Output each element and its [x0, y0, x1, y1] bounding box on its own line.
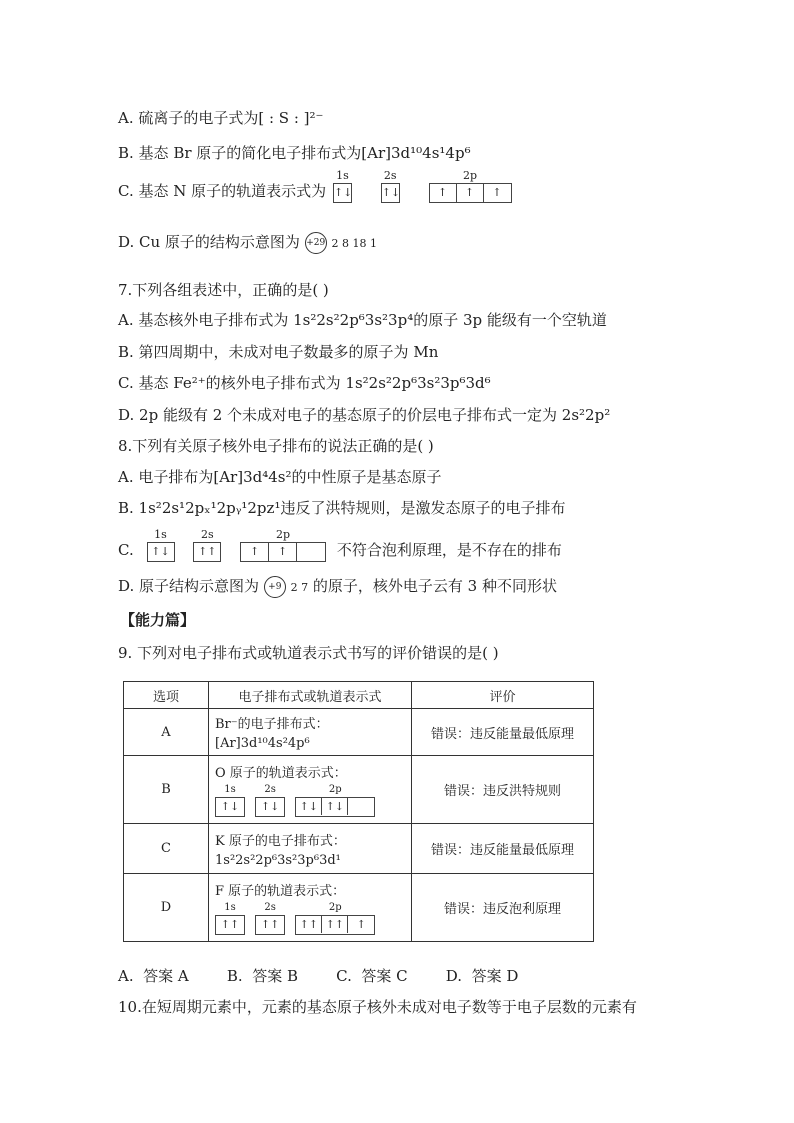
table-header: 评价	[412, 682, 594, 709]
q8-option-d	[118, 576, 557, 598]
orbital-label: 2p	[276, 528, 291, 541]
q8-option-d-text: D. 原子结构示意图为	[118, 577, 260, 595]
q10-stem: 10.在短周期元素中，元素的基态原子核外未成对电子数等于电子层数的元素有	[118, 998, 637, 1016]
q8-option-c-prefix: C.	[118, 541, 134, 559]
electron-shells: 2 8 18 1	[331, 237, 377, 250]
table-header: 选项	[124, 682, 209, 709]
desc-cell	[209, 824, 412, 874]
table-header-row	[124, 682, 594, 709]
q6-option-d	[118, 232, 377, 254]
orbital-label: 1s	[336, 169, 349, 182]
orbital-label: 2p	[328, 784, 342, 795]
q8-option-b: B. 1s²2s¹2pₓ¹2pᵧ¹2pz¹违反了洪特规则，是激发态原子的电子排布	[118, 499, 566, 517]
section-heading: 【能力篇】	[120, 611, 196, 629]
atom-nucleus-icon: +9	[264, 576, 286, 598]
orbital-2s: 2s ↑↑	[193, 540, 221, 562]
orbital-label: 1s	[154, 528, 167, 541]
q8-option-c-suffix: 不符合泡利原理，是不存在的排布	[336, 541, 562, 559]
orbital-2p: 2p ↑ ↑ ↑	[429, 181, 512, 203]
orbital-diagram	[215, 902, 405, 935]
table-row	[124, 756, 594, 824]
q9-stem: 9. 下列对电子排布式或轨道表示式书写的评价错误的是( )	[118, 644, 499, 662]
table-row	[124, 709, 594, 756]
q8-option-d-suffix: 的原子，核外电子云有 3 种不同形状	[312, 577, 557, 595]
q6-option-c	[118, 169, 518, 203]
orbital-label: 2p	[462, 169, 478, 182]
q7-option-d: D. 2p 能级有 2 个未成对电子的基态原子的价层电子排布式一定为 2s²2p²	[118, 406, 611, 424]
q9-choices: A. 答案 A B. 答案 B C. 答案 C D. 答案 D	[118, 967, 519, 985]
orbital-2p: 2p ↑↑ ↑↑ ↑	[295, 915, 375, 935]
orbital-1s: 1s ↑↓	[333, 181, 352, 203]
answer-table	[123, 681, 594, 942]
eval-cell: 错误：违反泡利原理	[412, 874, 594, 942]
eval-cell: 错误：违反洪特规则	[412, 756, 594, 824]
orbital-label: 2s	[264, 902, 276, 913]
orbital-1s: 1s ↑↓	[215, 797, 245, 817]
q6-option-b: B. 基态 Br 原子的简化电子排布式为[Ar]3d¹⁰4s¹4p⁶	[118, 144, 471, 162]
q7-option-a: A. 基态核外电子排布式为 1s²2s²2p⁶3s²3p⁴的原子 3p 能级有一个空轨道	[118, 311, 607, 329]
orbital-label: 2s	[264, 784, 276, 795]
desc-line: Br⁻的电子排布式：	[215, 717, 329, 732]
orbital-2p: 2p ↑ ↑	[240, 540, 326, 562]
orbital-2p: 2p ↑↓ ↑↓	[295, 797, 375, 817]
desc-line: F 原子的轨道表示式：	[215, 884, 346, 899]
orbital-diagram	[215, 784, 405, 817]
option-cell: C	[124, 824, 209, 874]
desc-cell	[209, 756, 412, 824]
orbital-2s: 2s ↑↓	[255, 797, 285, 817]
orbital-2s: 2s ↑↓	[381, 181, 400, 203]
q7-stem: 7.下列各组表述中，正确的是( )	[118, 281, 329, 299]
q8-option-a: A. 电子排布为[Ar]3d⁴4s²的中性原子是基态原子	[118, 468, 442, 486]
q7-option-b: B. 第四周期中，未成对电子数最多的原子为 Mn	[118, 343, 439, 361]
desc-cell	[209, 709, 412, 756]
orbital-1s: 1s ↑↑	[215, 915, 245, 935]
orbital-label: 2s	[200, 528, 214, 541]
orbital-2s: 2s ↑↑	[255, 915, 285, 935]
q6-option-a: A. 硫离子的电子式为[ : S : ]²⁻	[118, 109, 324, 127]
desc-line: 1s²2s²2p⁶3s²3p⁶3d¹	[215, 852, 341, 868]
desc-cell	[209, 874, 412, 942]
electron-shells: 2 7	[290, 581, 309, 594]
eval-cell: 错误：违反能量最低原理	[412, 709, 594, 756]
option-cell: A	[124, 709, 209, 756]
table-row	[124, 824, 594, 874]
q8-stem: 8.下列有关原子核外电子排布的说法正确的是( )	[118, 437, 434, 455]
desc-line: O 原子的轨道表示式：	[215, 766, 347, 781]
orbital-label: 2p	[328, 902, 342, 913]
q6-option-d-text: D. Cu 原子的结构示意图为	[118, 233, 300, 251]
orbital-1s: 1s ↑↓	[147, 540, 175, 562]
desc-line: [Ar]3d¹⁰4s²4p⁶	[215, 736, 310, 751]
q8-option-c	[118, 528, 562, 562]
atom-nucleus-icon: +29	[305, 232, 327, 254]
option-cell: D	[124, 874, 209, 942]
orbital-label: 2s	[383, 169, 397, 182]
orbital-label: 1s	[224, 902, 236, 913]
desc-line: K 原子的电子排布式：	[215, 833, 346, 849]
option-cell: B	[124, 756, 209, 824]
q7-option-c: C. 基态 Fe²⁺的核外电子排布式为 1s²2s²2p⁶3s²3p⁶3d⁶	[118, 374, 491, 392]
q6-option-c-text: C. 基态 N 原子的轨道表示式为	[118, 182, 327, 200]
eval-cell: 错误：违反能量最低原理	[412, 824, 594, 874]
table-header: 电子排布式或轨道表示式	[209, 682, 412, 709]
table-row	[124, 874, 594, 942]
orbital-label: 1s	[224, 784, 236, 795]
